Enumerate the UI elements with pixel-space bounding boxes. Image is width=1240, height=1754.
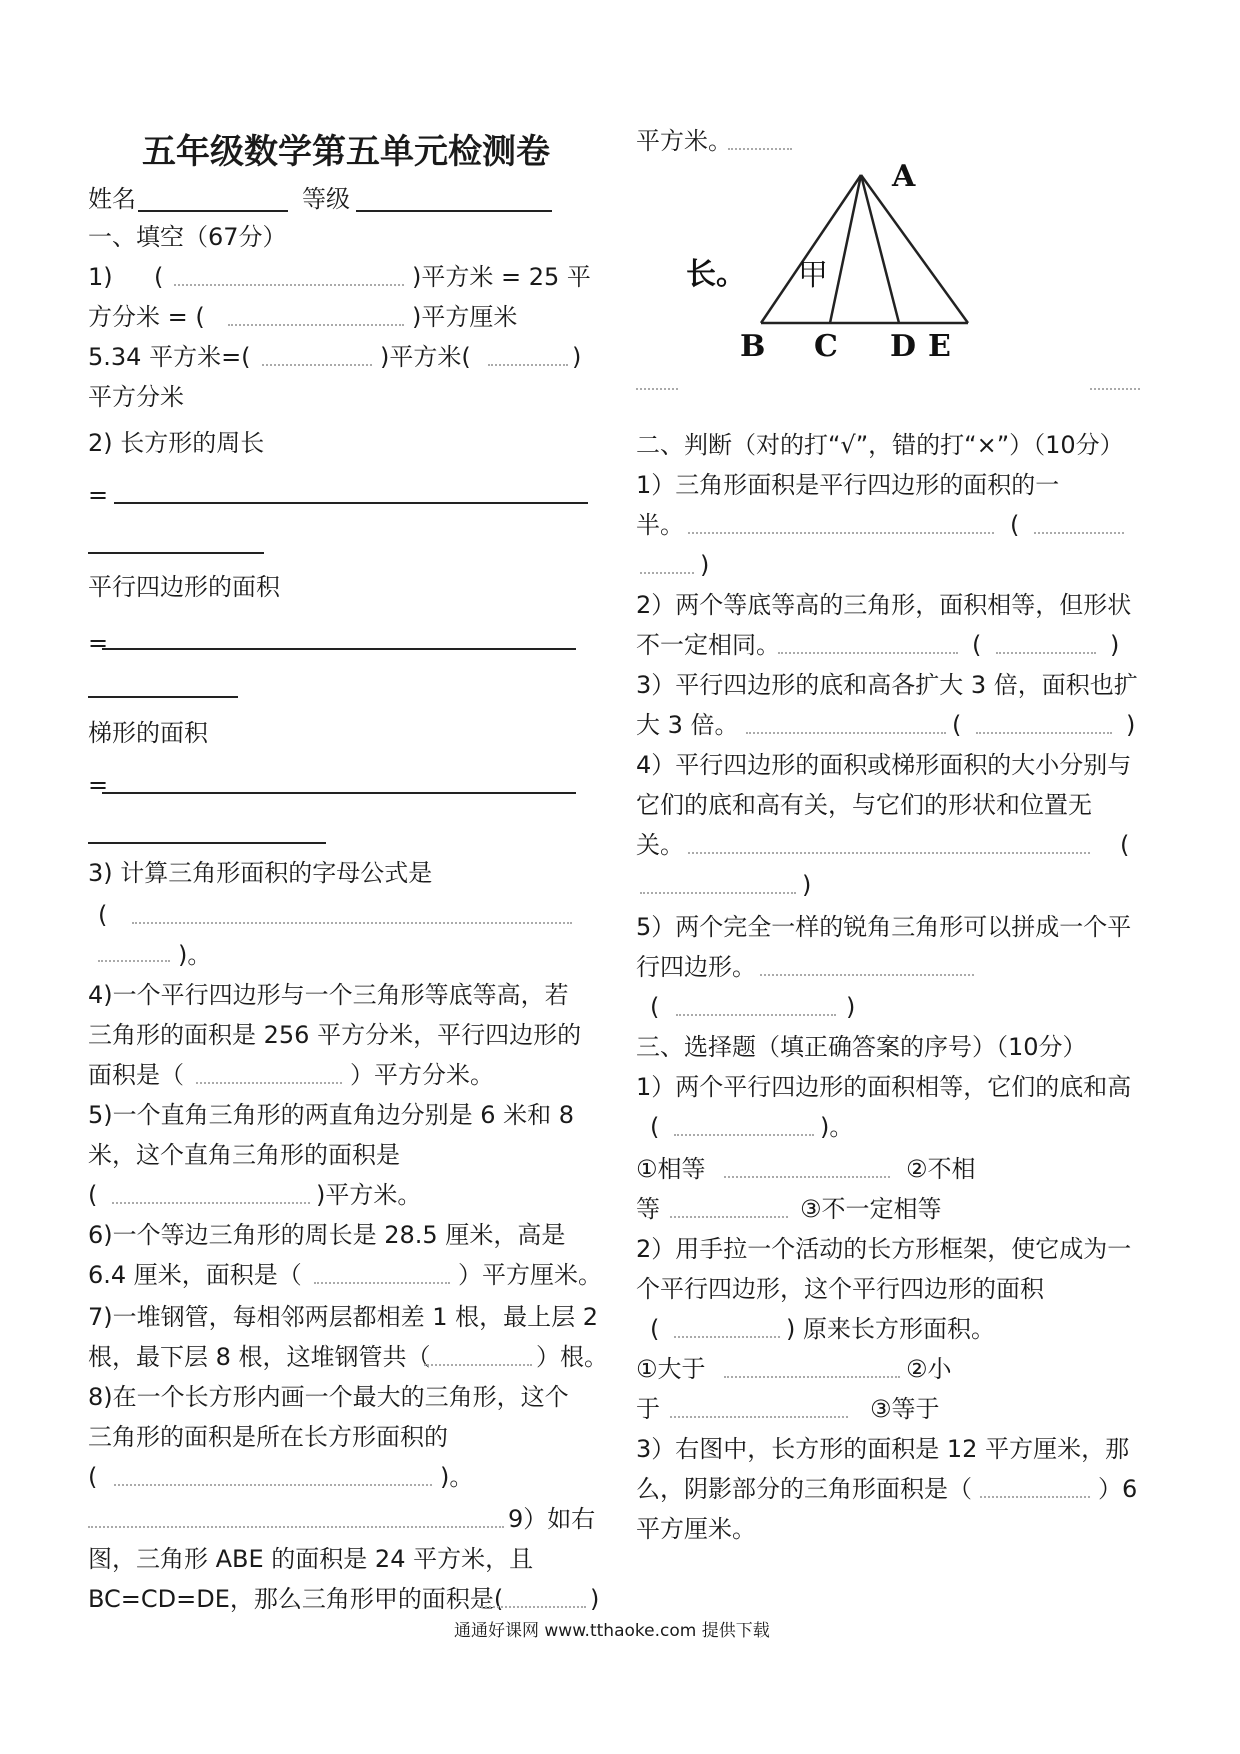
q4-text: ）平方分米。 xyxy=(350,1061,494,1089)
j4-text: 关。 xyxy=(636,831,684,859)
parallelogram-area-field[interactable] xyxy=(102,648,576,650)
parallelogram-area-field-cont[interactable] xyxy=(88,696,238,698)
perimeter-field-cont[interactable] xyxy=(88,552,264,554)
q9-text-cont: 平方米。 xyxy=(636,127,732,155)
q2-label: 2) 长方形的周长 xyxy=(88,429,265,457)
j2-text: 2）两个等底等高的三角形，面积相等，但形状 xyxy=(636,591,1132,619)
grade-field[interactable] xyxy=(356,210,552,212)
j3-leader-dots xyxy=(746,732,946,734)
q3-text: 3) 计算三角形面积的字母公式是 xyxy=(88,859,433,887)
j3-text: 大 3 倍。 xyxy=(636,711,739,739)
j3-paren-close: ) xyxy=(1126,711,1136,739)
q3-blank-cont[interactable] xyxy=(98,960,170,962)
c2-option-2[interactable]: ②小 xyxy=(906,1355,952,1383)
c2-option-2-cont: 于 xyxy=(636,1395,660,1423)
c1-option-1[interactable]: ①相等 xyxy=(636,1155,706,1183)
j4-leader-dots xyxy=(688,852,1090,854)
j1-text: 半。 xyxy=(636,511,684,539)
q5-text: )平方米。 xyxy=(316,1181,422,1209)
j4-paren-open: ( xyxy=(1120,831,1130,859)
c1-blank[interactable] xyxy=(674,1134,814,1136)
q1-blank-1[interactable] xyxy=(174,284,404,286)
c1-text: 1）两个平行四边形的面积相等，它们的底和高 xyxy=(636,1073,1132,1101)
j2-paren-open: ( xyxy=(972,631,982,659)
region-label-jia: 甲 xyxy=(798,258,828,293)
j1-blank-cont[interactable] xyxy=(640,572,694,574)
c1-paren-close: )。 xyxy=(820,1113,854,1141)
q7-text: 7)一堆钢管，每相邻两层都相差 1 根，最上层 2 xyxy=(88,1303,599,1331)
j4-paren-close: ) xyxy=(802,871,812,899)
c2-paren-open: ( xyxy=(650,1315,660,1343)
vertex-label-c: C xyxy=(814,329,838,360)
q9-blank[interactable] xyxy=(478,1606,586,1608)
name-field[interactable] xyxy=(138,210,288,212)
q2-para-label: 平行四边形的面积 xyxy=(88,573,280,601)
q9-paren-close: ) xyxy=(590,1585,600,1613)
q7-blank[interactable] xyxy=(424,1364,532,1366)
q6-blank[interactable] xyxy=(314,1282,450,1284)
q9-text: BC=CD=DE，那么三角形甲的面积是( xyxy=(88,1585,504,1613)
footer-credit: 通通好课网 www.tthaoke.com 提供下载 xyxy=(454,1621,770,1641)
c1-leader-dots xyxy=(670,1216,788,1218)
trapezoid-area-field[interactable] xyxy=(102,792,576,794)
j4-text: 它们的底和高有关，与它们的形状和位置无 xyxy=(636,791,1092,819)
q5-paren-open: ( xyxy=(88,1181,98,1209)
q4-text: 面积是（ xyxy=(88,1061,184,1089)
q5-text: 米，这个直角三角形的面积是 xyxy=(88,1141,400,1169)
j2-leader-dots xyxy=(778,652,958,654)
c1-option-2-cont: 等 xyxy=(636,1195,660,1223)
q9-leader-dots xyxy=(728,148,792,150)
q2-eq: = xyxy=(88,629,109,657)
q3-blank[interactable] xyxy=(132,922,572,924)
c3-text: ）6 xyxy=(1098,1475,1138,1503)
section3-heading: 三、选择题（填正确答案的序号）（10分） xyxy=(636,1033,1087,1061)
j1-paren-open: ( xyxy=(1010,511,1020,539)
q8-blank[interactable] xyxy=(114,1484,432,1486)
q2-eq: = xyxy=(88,481,109,509)
q1-text: 方分米 = ( xyxy=(88,303,205,331)
q1-label: 1) xyxy=(88,263,113,291)
j1-leader-dots xyxy=(688,532,994,534)
j2-paren-close: ) xyxy=(1110,631,1120,659)
q1-text: )平方厘米 xyxy=(412,303,518,331)
c1-option-3[interactable]: ③不一定相等 xyxy=(800,1195,942,1223)
q8-text: 三角形的面积是所在长方形面积的 xyxy=(88,1423,448,1451)
q3-paren-close: )。 xyxy=(178,941,212,969)
vertex-label-e: E xyxy=(928,329,951,360)
q2-trap-label: 梯形的面积 xyxy=(88,719,208,747)
j3-text: 3）平行四边形的底和高各扩大 3 倍，面积也扩 xyxy=(636,671,1138,699)
q8-paren-open: ( xyxy=(88,1463,98,1491)
c2-text: ) 原来长方形面积。 xyxy=(786,1315,995,1343)
q9-text: 图，三角形 ABE 的面积是 24 平方米，且 xyxy=(88,1545,534,1573)
q1-paren-open: ( xyxy=(154,263,164,291)
q6-text: 6.4 厘米，面积是（ xyxy=(88,1261,302,1289)
q8-text: )。 xyxy=(440,1463,474,1491)
c3-blank[interactable] xyxy=(980,1496,1090,1498)
trapezoid-area-field-cont[interactable] xyxy=(88,842,326,844)
vertex-label-a: A xyxy=(892,160,916,194)
q4-text: 三角形的面积是 256 平方分米，平行四边形的 xyxy=(88,1021,582,1049)
section2-heading: 二、判断（对的打“√”，错的打“×”）（10分） xyxy=(636,431,1124,459)
leader-dots xyxy=(636,388,678,390)
q2-eq: = xyxy=(88,771,109,799)
c2-leader-dots xyxy=(670,1416,848,1418)
j1-paren-close: ) xyxy=(700,551,710,579)
c2-text: 2）用手拉一个活动的长方形框架，使它成为一 xyxy=(636,1235,1132,1263)
j5-text: 5）两个完全一样的锐角三角形可以拼成一个平 xyxy=(636,913,1132,941)
j2-blank[interactable] xyxy=(996,652,1096,654)
perimeter-field[interactable] xyxy=(114,502,588,504)
name-label: 姓名 xyxy=(88,185,136,213)
q7-text: 根，最下层 8 根，这堆钢管共（ xyxy=(88,1343,431,1371)
c2-blank[interactable] xyxy=(674,1336,780,1338)
vertex-label-d: D xyxy=(890,329,917,360)
grade-label: 等级 xyxy=(302,185,350,213)
q1-paren-close: ) xyxy=(572,343,582,371)
section1-heading: 一、填空（67分） xyxy=(88,223,287,251)
c3-text: 3）右图中，长方形的面积是 12 平方厘米，那 xyxy=(636,1435,1130,1463)
j5-paren-open: ( xyxy=(650,993,660,1021)
j5-paren-close: ) xyxy=(846,993,856,1021)
q5-blank[interactable] xyxy=(112,1202,310,1204)
c3-text: 么，阴影部分的三角形面积是（ xyxy=(636,1475,972,1503)
q8-text: 8)在一个长方形内画一个最大的三角形，这个 xyxy=(88,1383,569,1411)
q9-leader-dots xyxy=(88,1526,504,1528)
q1-text: )平方米 = 25 平 xyxy=(412,263,591,291)
j3-paren-open: ( xyxy=(952,711,962,739)
j4-text: 4）平行四边形的面积或梯形面积的大小分别与 xyxy=(636,751,1132,779)
j2-text: 不一定相同。 xyxy=(636,631,780,659)
j5-text: 行四边形。 xyxy=(636,953,756,981)
j5-blank[interactable] xyxy=(676,1014,836,1016)
c2-option-1[interactable]: ①大于 xyxy=(636,1355,706,1383)
vertex-label-b: B xyxy=(740,329,766,360)
q1-text: 平方分米 xyxy=(88,383,184,411)
q1-blank-2[interactable] xyxy=(228,324,404,326)
q5-text: 5)一个直角三角形的两直角边分别是 6 米和 8 xyxy=(88,1101,575,1129)
q7-text: ）根。 xyxy=(536,1343,608,1371)
j5-leader-dots xyxy=(760,974,974,976)
c2-text: 个平行四边形，这个平行四边形的面积 xyxy=(636,1275,1044,1303)
q1-blank-3[interactable] xyxy=(262,364,372,366)
q4-text: 4)一个平行四边形与一个三角形等底等高，若 xyxy=(88,981,569,1009)
q4-blank[interactable] xyxy=(196,1082,342,1084)
leader-dots xyxy=(1090,388,1140,390)
j4-blank[interactable] xyxy=(640,892,796,894)
q3-paren-open: ( xyxy=(98,901,108,929)
c1-leader-dots xyxy=(724,1176,890,1178)
q9-text: 9）如右 xyxy=(508,1505,596,1533)
j3-blank[interactable] xyxy=(976,732,1112,734)
q1-text: )平方米( xyxy=(380,343,471,371)
figure-side-text: 长。 xyxy=(686,257,746,292)
q6-text: 6)一个等边三角形的周长是 28.5 厘米，高是 xyxy=(88,1221,566,1249)
c1-paren-open: ( xyxy=(650,1113,660,1141)
j1-text: 1）三角形面积是平行四边形的面积的一 xyxy=(636,471,1060,499)
triangle-figure xyxy=(676,160,986,360)
c3-text: 平方厘米。 xyxy=(636,1515,756,1543)
c2-leader-dots xyxy=(724,1376,900,1378)
j1-blank[interactable] xyxy=(1034,532,1124,534)
q1-blank-4[interactable] xyxy=(488,364,568,366)
q6-text: ）平方厘米。 xyxy=(458,1261,602,1289)
c1-option-2[interactable]: ②不相 xyxy=(906,1155,976,1183)
q1-text: 5.34 平方米=( xyxy=(88,343,251,371)
c2-option-3[interactable]: ③等于 xyxy=(870,1395,940,1423)
page-title: 五年级数学第五单元检测卷 xyxy=(142,132,550,172)
